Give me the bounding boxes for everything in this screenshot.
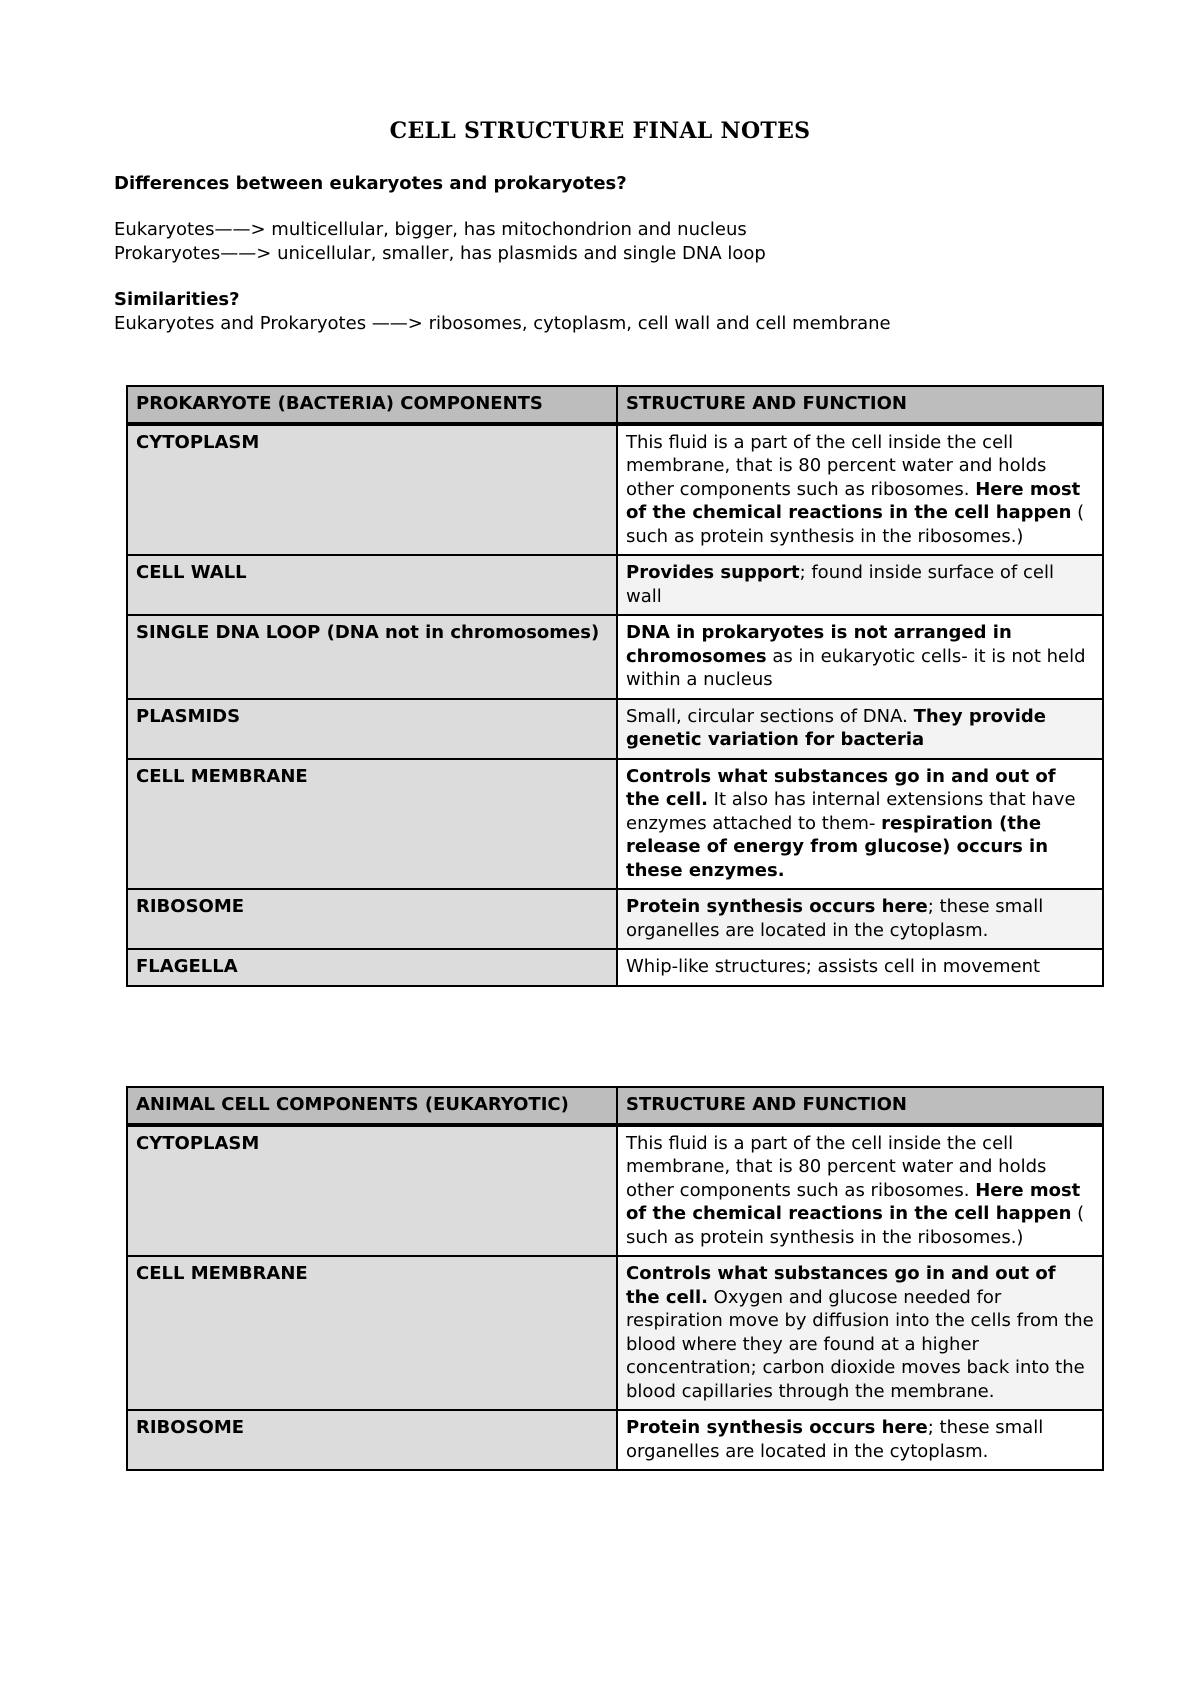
component-cell: CELL WALL — [127, 555, 617, 615]
function-cell — [617, 699, 1103, 759]
function-text: Whip-like structures; assists cell in movement — [626, 956, 1041, 977]
function-text: It also has internal extensions that have enzymes attached to them- — [626, 789, 1076, 834]
function-text: ; these small organelles are located in the cytoplasm. — [626, 1417, 1044, 1462]
component-cell: RIBOSOME — [127, 889, 617, 949]
header-function: STRUCTURE AND FUNCTION — [617, 386, 1103, 424]
component-cell: FLAGELLA — [127, 949, 617, 986]
component-cell: SINGLE DNA LOOP (DNA not in chromosomes) — [127, 615, 617, 699]
table-row — [127, 555, 1103, 615]
function-cell — [617, 1125, 1103, 1257]
prokaryotes-line: Prokaryotes——> unicellular, smaller, has plasmids and single DNA loop — [114, 243, 766, 264]
function-bold-text: respiration (the release of energy from glucose) occurs in these enzymes. — [626, 812, 1049, 881]
table-row — [127, 1256, 1103, 1410]
component-cell: CYTOPLASM — [127, 1125, 617, 1257]
prokaryote-table — [126, 385, 1104, 987]
table-header-row — [127, 386, 1103, 424]
function-bold-text: DNA in prokaryotes is not arranged in chromosomes — [626, 622, 1012, 667]
page-title: CELL STRUCTURE FINAL NOTES — [389, 118, 811, 144]
table-header-row — [127, 1087, 1103, 1125]
function-bold-text: Provides support — [626, 562, 800, 583]
component-cell: RIBOSOME — [127, 1410, 617, 1470]
header-function: STRUCTURE AND FUNCTION — [617, 1087, 1103, 1125]
header-components: ANIMAL CELL COMPONENTS (EUKARYOTIC) — [127, 1087, 617, 1125]
function-text: This fluid is a part of the cell inside the cell membrane, that is 80 percent water and holds other components such as ribosomes. — [626, 1132, 1047, 1201]
function-text: ( such as protein synthesis in the ribosomes.) — [626, 1203, 1085, 1248]
function-text: Small, circular sections of DNA. — [626, 705, 914, 727]
differences-question: Differences between eukaryotes and prokaryotes? — [114, 173, 627, 194]
function-bold-text: Protein synthesis occurs here — [626, 1417, 928, 1438]
component-cell: CELL MEMBRANE — [127, 1256, 617, 1410]
intro-section — [114, 172, 1114, 336]
function-cell — [617, 1410, 1103, 1470]
function-bold-text: They provide genetic variation for bacteria — [626, 705, 1046, 750]
table-row — [127, 615, 1103, 699]
function-text: ; these small organelles are located in the cytoplasm. — [626, 896, 1044, 941]
function-text: as in eukaryotic cells- it is not held within a nucleus — [626, 645, 1086, 690]
eukaryotes-line: Eukaryotes——> multicellular, bigger, has mitochondrion and nucleus — [114, 219, 747, 240]
function-text: Oxygen and glucose needed for respiration move by diffusion into the cells from the blood where they are found at a higher concentration; carbon dioxide moves back into the blood capillaries through the membrane. — [626, 1286, 1094, 1402]
function-cell — [617, 889, 1103, 949]
table-row — [127, 949, 1103, 986]
function-bold-text: Controls what substances go in and out of the cell. — [626, 1263, 1056, 1308]
animal-cell-table — [126, 1086, 1104, 1471]
function-cell — [617, 615, 1103, 699]
table-row — [127, 424, 1103, 556]
table-row — [127, 699, 1103, 759]
function-text: ; found inside surface of cell wall — [626, 562, 1054, 607]
table-row — [127, 889, 1103, 949]
function-text: ( such as protein synthesis in the ribosomes.) — [626, 502, 1085, 547]
function-cell — [617, 1256, 1103, 1410]
function-bold-text: Here most of the chemical reactions in the cell happen — [626, 1179, 1081, 1224]
component-cell: CYTOPLASM — [127, 424, 617, 556]
function-bold-text: Protein synthesis occurs here — [626, 896, 928, 917]
component-cell: PLASMIDS — [127, 699, 617, 759]
similarities-line: Eukaryotes and Prokaryotes ——> ribosomes, cytoplasm, cell wall and cell membrane — [114, 313, 891, 334]
header-components: PROKARYOTE (BACTERIA) COMPONENTS — [127, 386, 617, 424]
function-cell — [617, 759, 1103, 890]
similarities-question: Similarities? — [114, 289, 240, 310]
component-cell: CELL MEMBRANE — [127, 759, 617, 890]
function-cell — [617, 424, 1103, 556]
table-row — [127, 1410, 1103, 1470]
function-bold-text: Controls what substances go in and out of the cell. — [626, 765, 1056, 810]
table-row — [127, 759, 1103, 890]
function-cell — [617, 555, 1103, 615]
table-row — [127, 1125, 1103, 1257]
function-bold-text: Here most of the chemical reactions in the cell happen — [626, 478, 1081, 523]
function-text: This fluid is a part of the cell inside the cell membrane, that is 80 percent water and holds other components such as ribosomes. — [626, 431, 1047, 500]
function-cell — [617, 949, 1103, 986]
